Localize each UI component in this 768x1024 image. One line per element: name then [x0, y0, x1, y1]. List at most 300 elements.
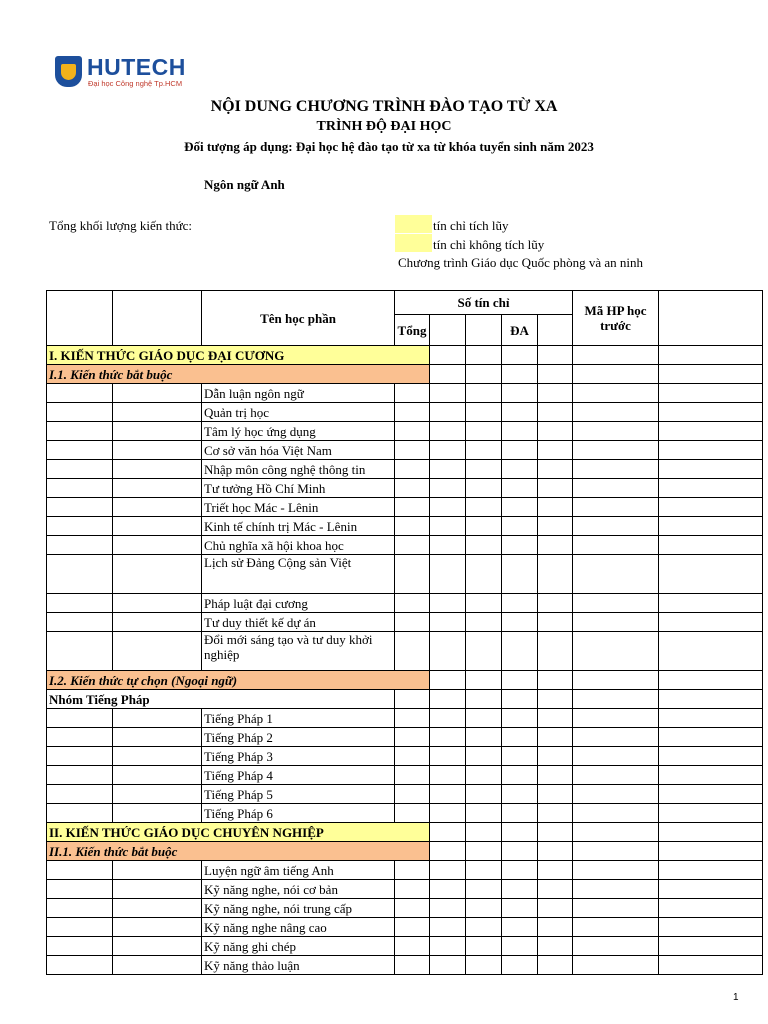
cell: [430, 728, 466, 747]
cell: [659, 555, 763, 594]
cell: [430, 671, 466, 690]
cell: [502, 441, 538, 460]
cell: [466, 346, 502, 365]
course-name: Pháp luật đại cương: [202, 594, 395, 613]
cell: [502, 346, 538, 365]
cell: [47, 956, 113, 975]
cell: [502, 517, 538, 536]
cell: [47, 918, 113, 937]
cell: [502, 899, 538, 918]
cell: [113, 804, 202, 823]
cell: [573, 728, 659, 747]
cell: [430, 365, 466, 384]
cell: [659, 728, 763, 747]
cell: [573, 804, 659, 823]
table-row: [47, 823, 763, 842]
cell: [466, 728, 502, 747]
cell: [538, 346, 573, 365]
cell: [430, 823, 466, 842]
cell: [538, 899, 573, 918]
cell: [573, 690, 659, 709]
cell: [113, 747, 202, 766]
cell: [538, 804, 573, 823]
cell: [430, 479, 466, 498]
cell: [502, 422, 538, 441]
cell: [466, 479, 502, 498]
cell: [538, 517, 573, 536]
cell: [659, 365, 763, 384]
table-row: [47, 441, 763, 460]
cell: [573, 918, 659, 937]
cell: [113, 536, 202, 555]
cell: [466, 880, 502, 899]
cell: [466, 804, 502, 823]
cell: [47, 517, 113, 536]
cell: [573, 899, 659, 918]
course-name: Tiếng Pháp 3: [202, 747, 395, 766]
cell: [113, 880, 202, 899]
table-row: [47, 709, 763, 728]
header-project: ĐA: [502, 315, 538, 346]
cell: [502, 594, 538, 613]
cell: [573, 517, 659, 536]
cell: [538, 785, 573, 804]
course-name: Tư duy thiết kế dự án: [202, 613, 395, 632]
course-name: Tiếng Pháp 5: [202, 785, 395, 804]
cell: [430, 555, 466, 594]
cell: [47, 937, 113, 956]
nonaccum-credits-box: [395, 234, 432, 252]
hutech-logo: [55, 56, 195, 90]
cell: [573, 460, 659, 479]
cell: [502, 956, 538, 975]
cell: [659, 441, 763, 460]
course-name: Kỹ năng thảo luận: [202, 956, 395, 975]
cell: [573, 766, 659, 785]
cell: [502, 403, 538, 422]
cell: [502, 747, 538, 766]
header-credit-col-5: [538, 315, 573, 346]
cell: [430, 709, 466, 728]
cell: [47, 632, 113, 671]
cell: [113, 594, 202, 613]
cell: [659, 861, 763, 880]
cell: [430, 956, 466, 975]
cell: [395, 594, 430, 613]
cell: [659, 842, 763, 861]
table-row: [47, 479, 763, 498]
cell: [502, 498, 538, 517]
cell: [502, 365, 538, 384]
accum-credits-label: tín chỉ tích lũy: [433, 218, 509, 233]
cell: [430, 346, 466, 365]
cell: [395, 899, 430, 918]
cell: [538, 384, 573, 403]
cell: [659, 403, 763, 422]
header-blank-3: [659, 291, 763, 346]
cell: [466, 384, 502, 403]
cell: [659, 632, 763, 671]
document-audience: Đối tượng áp dụng: Đại học hệ đào tạo từ xa từ khóa tuyển sinh năm 2023: [184, 139, 594, 154]
cell: [395, 632, 430, 671]
table-body: [47, 346, 763, 975]
cell: [395, 956, 430, 975]
cell: [538, 613, 573, 632]
cell: [502, 842, 538, 861]
cell: [47, 613, 113, 632]
cell: [502, 555, 538, 594]
cell: [538, 861, 573, 880]
cell: [113, 766, 202, 785]
cell: [573, 861, 659, 880]
table-row: [47, 861, 763, 880]
header-credit-col-3: [466, 315, 502, 346]
cell: [430, 594, 466, 613]
course-name: Kinh tế chính trị Mác - Lênin: [202, 517, 395, 536]
cell: [466, 918, 502, 937]
nonaccum-credits-label: tín chỉ không tích lũy: [433, 237, 545, 252]
cell: [538, 747, 573, 766]
table-row: [47, 956, 763, 975]
header-credits: Số tín chỉ: [395, 291, 573, 315]
cell: [502, 671, 538, 690]
header-credit-col-2: [430, 315, 466, 346]
cell: [573, 536, 659, 555]
cell: [466, 956, 502, 975]
cell: [466, 441, 502, 460]
cell: [466, 690, 502, 709]
cell: [47, 441, 113, 460]
cell: [47, 861, 113, 880]
cell: [395, 498, 430, 517]
major-name: Ngôn ngữ Anh: [204, 177, 285, 192]
cell: [430, 384, 466, 403]
table-row: [47, 842, 763, 861]
subsection-heading: I.1. Kiến thức bắt buộc: [47, 365, 430, 384]
cell: [395, 403, 430, 422]
section-heading: I. KIẾN THỨC GIÁO DỤC ĐẠI CƯƠNG: [47, 346, 430, 365]
cell: [395, 384, 430, 403]
cell: [659, 880, 763, 899]
cell: [573, 613, 659, 632]
cell: [47, 594, 113, 613]
cell: [573, 823, 659, 842]
cell: [466, 899, 502, 918]
table-row: [47, 899, 763, 918]
cell: [113, 403, 202, 422]
cell: [538, 671, 573, 690]
cell: [538, 956, 573, 975]
cell: [113, 441, 202, 460]
cell: [538, 880, 573, 899]
cell: [47, 880, 113, 899]
logo-wordmark: HUTECH: [87, 54, 186, 80]
cell: [538, 728, 573, 747]
cell: [538, 460, 573, 479]
cell: [466, 536, 502, 555]
cell: [466, 460, 502, 479]
course-name: Tâm lý học ứng dụng: [202, 422, 395, 441]
document-level: TRÌNH ĐỘ ĐẠI HỌC: [316, 119, 452, 134]
cell: [538, 555, 573, 594]
cell: [502, 479, 538, 498]
table-row: [47, 937, 763, 956]
cell: [659, 956, 763, 975]
cell: [538, 594, 573, 613]
cell: [573, 346, 659, 365]
table-row: [47, 403, 763, 422]
accum-credits-box: [395, 215, 432, 233]
course-name: Luyện ngữ âm tiếng Anh: [202, 861, 395, 880]
cell: [395, 479, 430, 498]
cell: [113, 918, 202, 937]
cell: [113, 422, 202, 441]
cell: [466, 671, 502, 690]
cell: [573, 842, 659, 861]
cell: [430, 842, 466, 861]
cell: [573, 441, 659, 460]
cell: [466, 823, 502, 842]
cell: [466, 365, 502, 384]
cell: [113, 632, 202, 671]
cell: [573, 422, 659, 441]
cell: [502, 728, 538, 747]
cell: [659, 479, 763, 498]
cell: [538, 766, 573, 785]
cell: [395, 613, 430, 632]
table-row: [47, 632, 763, 671]
cell: [659, 766, 763, 785]
cell: [395, 804, 430, 823]
cell: [47, 804, 113, 823]
course-name: Tiếng Pháp 6: [202, 804, 395, 823]
cell: [538, 632, 573, 671]
cell: [659, 918, 763, 937]
cell: [538, 918, 573, 937]
cell: [573, 365, 659, 384]
cell: [573, 747, 659, 766]
cell: [466, 709, 502, 728]
course-name: Chủ nghĩa xã hội khoa học: [202, 536, 395, 555]
course-name: Tiếng Pháp 1: [202, 709, 395, 728]
cell: [502, 632, 538, 671]
cell: [573, 785, 659, 804]
cell: [113, 613, 202, 632]
cell: [502, 613, 538, 632]
cell: [573, 403, 659, 422]
course-name: Cơ sở văn hóa Việt Nam: [202, 441, 395, 460]
cell: [538, 403, 573, 422]
table-row: [47, 594, 763, 613]
cell: [659, 804, 763, 823]
course-name: Đổi mới sáng tạo và tư duy khởi nghiệp: [202, 632, 395, 671]
cell: [659, 671, 763, 690]
cell: [395, 517, 430, 536]
cell: [430, 766, 466, 785]
cell: [659, 498, 763, 517]
cell: [659, 937, 763, 956]
cell: [466, 403, 502, 422]
cell: [466, 785, 502, 804]
cell: [430, 498, 466, 517]
cell: [430, 613, 466, 632]
table-row: [47, 422, 763, 441]
header-course-name: Tên học phần: [202, 291, 395, 346]
table-row: [47, 690, 763, 709]
cell: [659, 899, 763, 918]
cell: [659, 536, 763, 555]
cell: [466, 937, 502, 956]
cell: [466, 422, 502, 441]
cell: [538, 422, 573, 441]
cell: [659, 747, 763, 766]
cell: [573, 594, 659, 613]
course-name: Triết học Mác - Lênin: [202, 498, 395, 517]
course-name: Kỹ năng nghe, nói cơ bản: [202, 880, 395, 899]
cell: [113, 517, 202, 536]
table-row: [47, 346, 763, 365]
cell: [113, 460, 202, 479]
cell: [466, 555, 502, 594]
cell: [573, 555, 659, 594]
cell: [466, 517, 502, 536]
cell: [538, 709, 573, 728]
cell: [573, 880, 659, 899]
cell: [466, 766, 502, 785]
cell: [430, 422, 466, 441]
table-row: [47, 880, 763, 899]
cell: [659, 690, 763, 709]
cell: [395, 918, 430, 937]
cell: [538, 842, 573, 861]
cell: [659, 613, 763, 632]
cell: [113, 498, 202, 517]
cell: [395, 536, 430, 555]
cell: [466, 842, 502, 861]
table-row: [47, 517, 763, 536]
cell: [113, 785, 202, 804]
cell: [502, 823, 538, 842]
cell: [573, 937, 659, 956]
cell: [659, 594, 763, 613]
cell: [430, 632, 466, 671]
cell: [113, 384, 202, 403]
cell: [466, 632, 502, 671]
cell: [538, 690, 573, 709]
cell: [430, 536, 466, 555]
cell: [573, 709, 659, 728]
cell: [47, 709, 113, 728]
cell: [47, 899, 113, 918]
cell: [395, 861, 430, 880]
table-row: [47, 613, 763, 632]
table-row: [47, 785, 763, 804]
cell: [395, 880, 430, 899]
table-row: [47, 536, 763, 555]
cell: [430, 403, 466, 422]
course-name: Nhập môn công nghệ thông tin: [202, 460, 395, 479]
cell: [573, 671, 659, 690]
cell: [466, 747, 502, 766]
section-heading: II. KIẾN THỨC GIÁO DỤC CHUYÊN NGHIỆP: [47, 823, 430, 842]
cell: [113, 479, 202, 498]
defense-program-label: Chương trình Giáo dục Quốc phòng và an ninh: [398, 255, 643, 270]
cell: [573, 632, 659, 671]
cell: [395, 460, 430, 479]
cell: [395, 728, 430, 747]
course-name: Quản trị học: [202, 403, 395, 422]
cell: [47, 747, 113, 766]
cell: [502, 766, 538, 785]
cell: [538, 536, 573, 555]
cell: [502, 460, 538, 479]
cell: [538, 441, 573, 460]
cell: [502, 918, 538, 937]
cell: [430, 517, 466, 536]
cell: [47, 766, 113, 785]
cell: [502, 690, 538, 709]
cell: [47, 498, 113, 517]
course-name: Lịch sử Đảng Cộng sản Việt: [202, 555, 395, 594]
cell: [113, 937, 202, 956]
cell: [395, 937, 430, 956]
cell: [395, 690, 430, 709]
cell: [466, 613, 502, 632]
cell: [538, 365, 573, 384]
cell: [538, 823, 573, 842]
header-blank-1: [47, 291, 113, 346]
subsection-heading: I.2. Kiến thức tự chọn (Ngoại ngữ): [47, 671, 430, 690]
cell: [430, 861, 466, 880]
cell: [47, 403, 113, 422]
cell: [502, 709, 538, 728]
cell: [659, 517, 763, 536]
cell: [430, 899, 466, 918]
cell: [573, 498, 659, 517]
cell: [502, 785, 538, 804]
cell: [538, 479, 573, 498]
header-blank-2: [113, 291, 202, 346]
cell: [573, 479, 659, 498]
course-name: Kỹ năng ghi chép: [202, 937, 395, 956]
table-row: [47, 555, 763, 594]
cell: [395, 441, 430, 460]
cell: [395, 555, 430, 594]
table-row: [47, 384, 763, 403]
cell: [430, 937, 466, 956]
table-row: [47, 804, 763, 823]
cell: [659, 709, 763, 728]
shield-icon: [55, 56, 82, 87]
course-name: Tiếng Pháp 4: [202, 766, 395, 785]
course-name: Tư tưởng Hồ Chí Minh: [202, 479, 395, 498]
cell: [430, 918, 466, 937]
cell: [47, 384, 113, 403]
course-name: Kỹ năng nghe, nói trung cấp: [202, 899, 395, 918]
table-row: [47, 460, 763, 479]
cell: [466, 498, 502, 517]
cell: [466, 594, 502, 613]
cell: [113, 555, 202, 594]
subsection-heading: II.1. Kiến thức bắt buộc: [47, 842, 430, 861]
cell: [395, 747, 430, 766]
cell: [113, 861, 202, 880]
cell: [659, 460, 763, 479]
cell: [47, 785, 113, 804]
header-prereq: Mã HP học trước: [573, 291, 659, 346]
cell: [502, 937, 538, 956]
cell: [573, 956, 659, 975]
